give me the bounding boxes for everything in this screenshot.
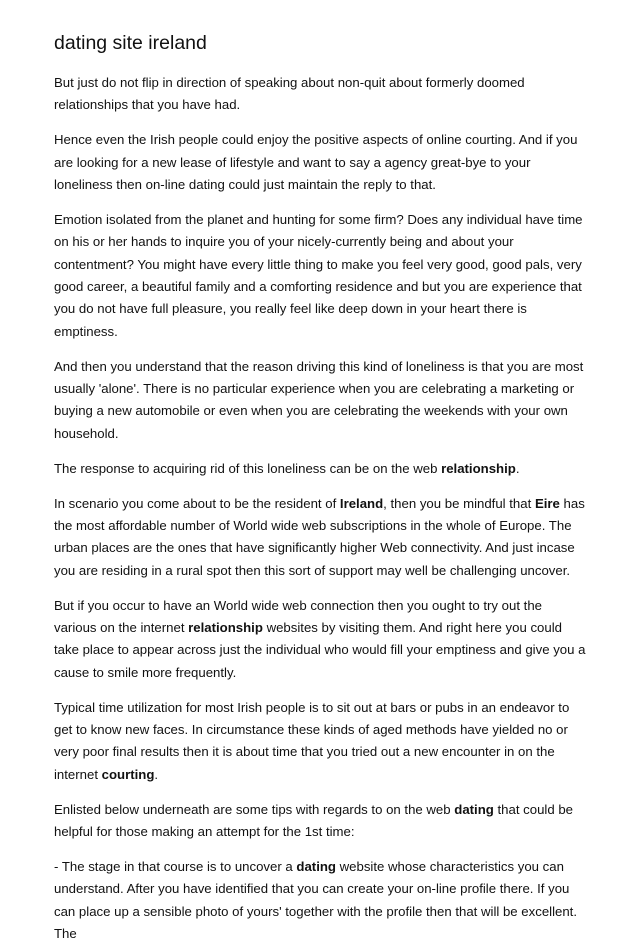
keyword: relationship [441,460,516,476]
paragraph: The response to acquiring rid of this loneliness can be on the web relationship. [54,460,520,476]
paragraph: But if you occur to have an World wide web connection then you ought to try out the various on the internet relationship websites by visiting them. And right here you could take place to appear across just the individual who would fill your emptiness and give you a cause to smile more frequently. [54,597,586,680]
keyword: dating [296,859,336,875]
keyword: dating [454,801,494,817]
keyword: courting [101,766,155,782]
paragraph: Hence even the Irish people could enjoy the positive aspects of online courting. And if you are looking for a new lease of lifestyle and want to say a agency great-bye to your loneliness then on-line dating could just maintain the reply to that. [54,132,578,192]
keyword: Eire [534,495,560,511]
paragraph: In scenario you come about to be the resident of Ireland, then you be mindful that Eire has the most affordable number of World wide web subscriptions in the whole of Europe. The urban places are the ones that have significantly higher Web connectivity. And just incase you are residing in a rural spot then this sort of support may well be challenging uncover. [54,495,585,578]
paragraph: And then you understand that the reason driving this kind of loneliness is that you are most usually 'alone'. There is no particular experience when you are celebrating a marketing or buying a new automobile or even when you are celebrating the weekends with your own household. [54,358,584,441]
paragraph: Typical time utilization for most Irish people is to sit out at bars or pubs in an endeavor to get to know new faces. In circumstance these kinds of aged methods have yielded no or very poor final results then it is about time that you tried out a new encounter in on the internet courting. [54,699,570,782]
keyword: relationship [188,620,263,636]
paragraph: - The stage in that course is to uncover a dating website whose characteristics you can understand. After you have identified that you can create your on-line profile there. If you can place up a sensible photo of yours' together with the profile then that will be excellent. The [54,859,578,941]
paragraph: Emotion isolated from the planet and hunting for some firm? Does any individual have time on his or her hands to inquire you of your nicely-currently being and about your contentment? You might have every little thing to make you feel very good, good pals, very good career, a beautiful family and a comforting residence and but you are experience that you do not have full pleasure, you really feel like deep down in your heart there is emptiness. [54,212,583,339]
paragraph: Enlisted below underneath are some tips with regards to on the web dating that could be helpful for those making an attempt for the 1st time: [54,801,574,839]
document-page [54,0,586,945]
keyword: Ireland [339,495,384,511]
paragraph: But just do not flip in direction of speaking about non-quit about formerly doomed relationships that you have had. [54,75,525,113]
document-title: dating site ireland [54,32,207,54]
